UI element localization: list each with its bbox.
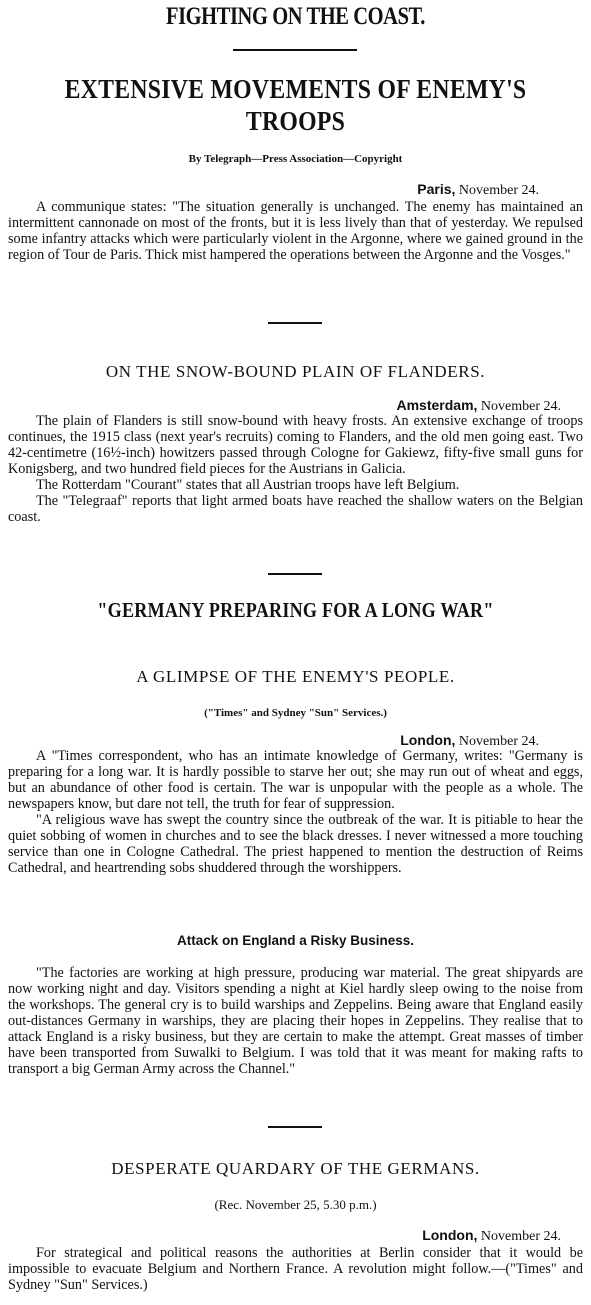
side-heading: Attack on England a Risky Business. bbox=[176, 933, 415, 948]
dateline-place: London, bbox=[400, 732, 456, 748]
dateline bbox=[0, 180, 591, 200]
article-body bbox=[0, 413, 591, 525]
section-subheading: A GLIMPSE OF THE ENEMY'S PEOPLE. bbox=[136, 667, 455, 686]
dateline-place: Amsterdam, bbox=[396, 397, 478, 413]
rule-divider bbox=[268, 573, 322, 575]
section-heading: ON THE SNOW-BOUND PLAIN OF FLANDERS. bbox=[105, 362, 486, 381]
article-body bbox=[0, 199, 591, 263]
paragraph: "A religious wave has swept the country since the outbreak of the war. It is pitiable to hear the quiet sobbing of women in churches and to see the black dresses. I never witnessed a more touching service than one in Cologne Cathedral. The priest happened to mention the destruction of Reims Cathedral, and heartrending sobs shuddered through the worshippers. bbox=[8, 812, 583, 876]
received-note: (Rec. November 25, 5.30 p.m.) bbox=[214, 1197, 377, 1212]
rule-divider bbox=[233, 49, 357, 51]
paragraph: A "Times correspondent, who has an intimate knowledge of Germany, writes: "Germany is preparing for a long war. It is hardly possible to starve her out; she may run out of wheat and eggs, but an abundance of other food is certain. The war is unpopular with the people as a whole. The newspapers know, but dare not tell, the truth for fear of suppression. bbox=[8, 748, 583, 812]
paragraph: The plain of Flanders is still snow-bound with heavy frosts. An extensive exchange of troops continues, the 1915 class (next year's recruits) coming to Flanders, and the old men going east. Two 42-centimetre (16½-inch) howitzers passed through Cologne for Gakiewz, fifty-five small guns for Konigsberg, and two hundred field pieces for the Austrians in Galicia. bbox=[8, 413, 583, 477]
main-headline: EXTENSIVE MOVEMENTS OF ENEMY'S TROOPS bbox=[64, 74, 527, 136]
rule-divider bbox=[268, 1126, 322, 1128]
section-heading: "GERMANY PREPARING FOR A LONG WAR" bbox=[97, 598, 494, 622]
dateline-date: November 24. bbox=[480, 1229, 561, 1244]
paragraph: "The factories are working at high pressure, producing war material. The great shipyards are now working night and day. Visitors spending a night at Kiel hardly sleep owing to the noise from the workshops. The general cry is to build warships and Zeppelins. Being aware that England easily out-distances Germany in warships, they are placing their hopes in Zeppelins. They realise that to attack England is a risky business, but they are certain to make the attempt. Great masses of timber have been transported from Suwalki to Belgium. I was told that it was meant for making rafts to transport a big German Army across the Channel." bbox=[8, 965, 583, 1077]
article-body bbox=[0, 965, 591, 1077]
top-headline: FIGHTING ON THE COAST. bbox=[165, 3, 426, 30]
dateline bbox=[0, 1226, 591, 1246]
paragraph: For strategical and political reasons the authorities at Berlin consider that it would be impossible to evacuate Belgium and Northern France. A revolution might follow.—("Times" and Sydney "Sun" Services.) bbox=[8, 1245, 583, 1293]
press-credit: By Telegraph—Press Association—Copyright bbox=[188, 153, 403, 165]
article-body bbox=[0, 1245, 591, 1293]
dateline-date: November 24. bbox=[458, 183, 539, 198]
rule-divider bbox=[268, 322, 322, 324]
dateline-date: November 24. bbox=[458, 734, 539, 749]
dateline-place: London, bbox=[422, 1227, 478, 1243]
paragraph: The "Telegraaf" reports that light armed boats have reached the shallow waters on the Belgian coast. bbox=[8, 493, 583, 525]
services-credit: ("Times" and Sydney "Sun" Services.) bbox=[204, 707, 387, 719]
dateline-place: Paris, bbox=[417, 181, 456, 197]
dateline-date: November 24. bbox=[480, 399, 561, 414]
article-body bbox=[0, 748, 591, 876]
paragraph: A communique states: "The situation generally is unchanged. The enemy has maintained an intermittent cannonade on most of the fronts, but it is less lively than that of yesterday. We repulsed some infantry attacks which were particularly violent in the Argonne, where we gained ground in the region of Tour de Paris. Thick mist hampered the operations between the Argonne and the Vosges." bbox=[8, 199, 583, 263]
paragraph: The Rotterdam "Courant" states that all Austrian troops have left Belgium. bbox=[36, 477, 460, 493]
section-heading: DESPERATE QUARDARY OF THE GERMANS. bbox=[111, 1159, 480, 1178]
